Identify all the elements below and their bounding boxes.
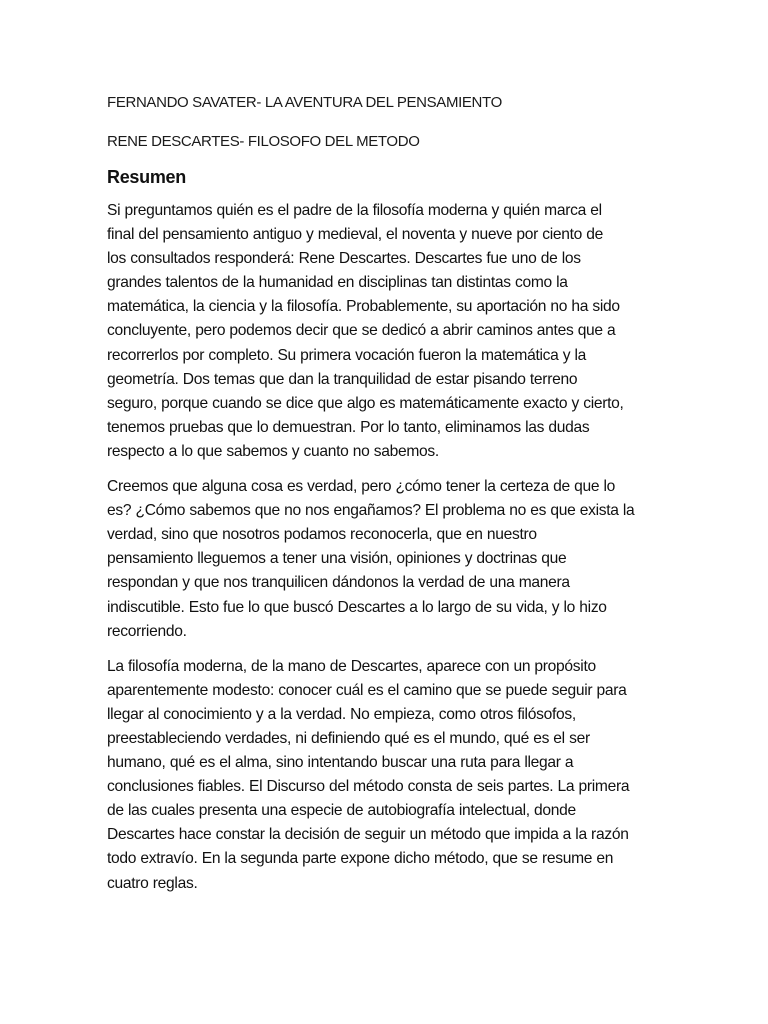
paragraph-2 (107, 475, 667, 644)
text-line: preestableciendo verdades, ni definiendo qué es el mundo, qué es el ser (107, 729, 590, 747)
text-line: de las cuales presenta una especie de autobiografía intelectual, donde (107, 802, 576, 820)
text-line: todo extravío. En la segunda parte expone dicho método, que se resume en (107, 850, 614, 868)
text-line: concluyente, pero podemos decir que se dedicó a abrir caminos antes que a (107, 322, 616, 340)
text-line: aparentemente modesto: conocer cuál es el camino que se puede seguir para (107, 681, 627, 699)
text-line: Descartes hace constar la decisión de seguir un método que impida a la razón (107, 826, 629, 844)
text-line: La filosofía moderna, de la mano de Descartes, aparece con un propósito (107, 657, 596, 675)
text-line: respecto a lo que sabemos y cuanto no sabemos. (107, 442, 439, 460)
text-line: los consultados responderá: Rene Descartes. Descartes fue uno de los (107, 250, 581, 268)
text-line: conclusiones fiables. El Discurso del método consta de seis partes. La primera (107, 778, 630, 796)
text-line: indiscutible. Esto fue lo que buscó Descartes a lo largo de su vida, y lo hizo (107, 598, 607, 616)
text-line: matemática, la ciencia y la filosofía. Probablemente, su aportación no ha sido (107, 298, 620, 316)
section-title: Resumen (107, 167, 186, 187)
document-body (107, 93, 667, 907)
text-line: pensamiento lleguemos a tener una visión, opiniones y doctrinas que (107, 550, 567, 568)
text-line: Si preguntamos quién es el padre de la filosofía moderna y quién marca el (107, 202, 602, 219)
text-line: recorriendo. (107, 622, 187, 640)
text-line: cuatro reglas. (107, 874, 198, 892)
author-title-heading: FERNANDO SAVATER- LA AVENTURA DEL PENSAMIENTO (107, 94, 502, 111)
text-line: Creemos que alguna cosa es verdad, pero ¿cómo tener la certeza de que lo (107, 478, 616, 496)
text-line: seguro, porque cuando se dice que algo es matemáticamente exacto y cierto, (107, 394, 624, 412)
paragraph-3 (107, 655, 667, 896)
text-line: tenemos pruebas que lo demuestran. Por lo tanto, eliminamos las dudas (107, 418, 590, 436)
text-line: geometría. Dos temas que dan la tranquilidad de estar pisando terreno (107, 370, 578, 388)
text-line: es? ¿Cómo sabemos que no nos engañamos? El problema no es que exista la (107, 502, 635, 520)
text-line: humano, qué es el alma, sino intentando buscar una ruta para llegar a (107, 754, 574, 772)
text-line: grandes talentos de la humanidad en disciplinas tan distintas como la (107, 274, 568, 292)
chapter-title-heading: RENE DESCARTES- FILOSOFO DEL METODO (107, 133, 420, 150)
text-line: final del pensamiento antiguo y medieval, el noventa y nueve por ciento de (107, 226, 603, 244)
text-line: llegar al conocimiento y a la verdad. No empieza, como otros filósofos, (107, 705, 576, 723)
text-line: recorrerlos por completo. Su primera vocación fueron la matemática y la (107, 346, 587, 364)
text-line: respondan y que nos tranquilicen dándonos la verdad de una manera (107, 574, 570, 592)
paragraph-1 (107, 199, 667, 464)
text-line: verdad, sino que nosotros podamos reconocerla, que en nuestro (107, 526, 537, 544)
